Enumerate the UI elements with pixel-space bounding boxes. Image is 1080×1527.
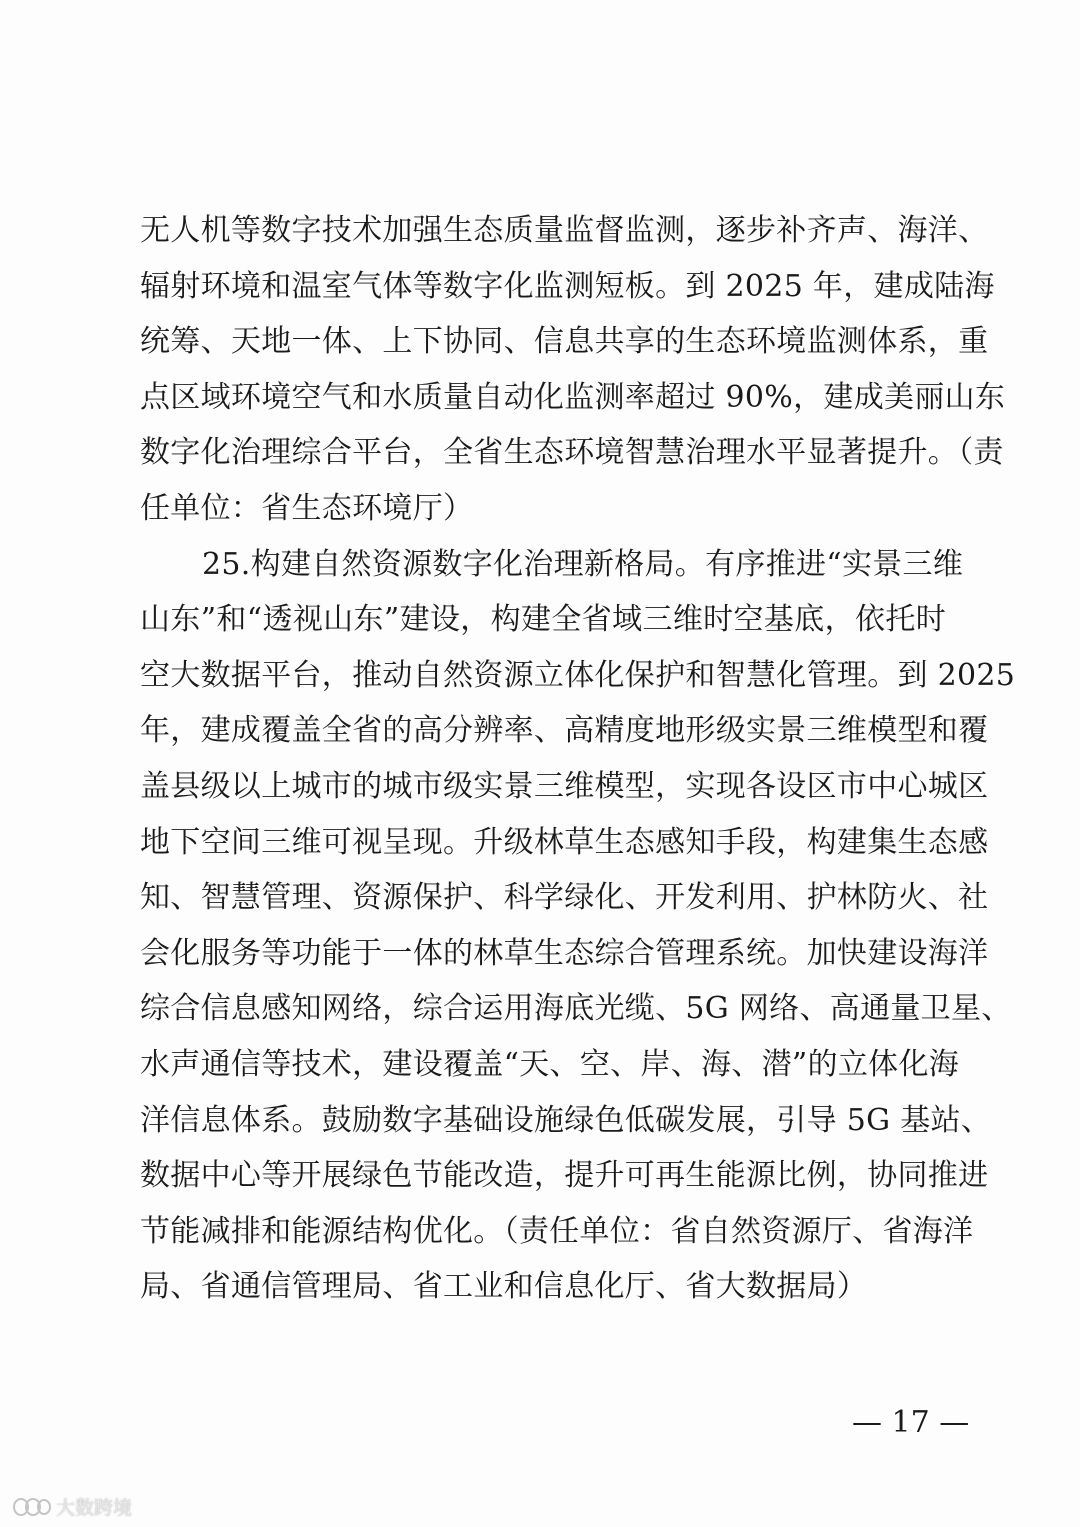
watermark-text: 大数跨境 — [56, 1497, 133, 1519]
text-line: 山东”和“透视山东”建设，构建全省域三维时空基底，依托时 — [140, 602, 946, 638]
text-line: 年，建成覆盖全省的高分辨率、高精度地形级实景三维模型和覆 — [140, 713, 989, 749]
text-line: 辐射环境和温室气体等数字化监测短板。到 2025 年，建成陆海 — [140, 268, 995, 304]
text-line: 统筹、天地一体、上下协同、信息共享的生态环境监测体系，重 — [140, 324, 989, 360]
text-line: 水声通信等技术，建设覆盖“天、空、岸、海、潜”的立体化海 — [140, 1046, 960, 1082]
text-line: 知、智慧管理、资源保护、科学绿化、开发利用、护林防火、社 — [140, 880, 989, 916]
text-line: 盖县级以上城市的城市级实景三维模型，实现各设区市中心城区 — [140, 768, 989, 804]
paragraph-1 — [140, 203, 1006, 537]
text-line: 综合信息感知网络，综合运用海底光缆、5G 网络、高通量卫星、 — [140, 991, 1012, 1027]
text-line: 点区域环境空气和水质量自动化监测率超过 90%，建成美丽山东 — [140, 379, 1006, 415]
brand-logo-icon — [12, 1496, 52, 1518]
text-line: 25.构建自然资源数字化治理新格局。有序推进“实景三维 — [202, 546, 964, 582]
text-line: 任单位：省生态环境厅） — [140, 490, 474, 526]
text-line: 会化服务等功能于一体的林草生态综合管理系统。加快建设海洋 — [140, 935, 989, 971]
text-line: 数据中心等开展绿色节能改造，提升可再生能源比例，协同推进 — [140, 1158, 989, 1194]
text-line: 节能减排和能源结构优化。（责任单位：省自然资源厅、省海洋 — [140, 1213, 974, 1249]
text-line: 数字化治理综合平台，全省生态环境智慧治理水平显著提升。（责 — [140, 435, 1004, 471]
text-line: 无人机等数字技术加强生态质量监督监测，逐步补齐声、海洋、 — [140, 213, 989, 248]
watermark — [12, 1493, 132, 1520]
text-line: 局、省通信管理局、省工业和信息化厅、省大数据局） — [140, 1269, 868, 1305]
text-line: 空大数据平台，推动自然资源立体化保护和智慧化管理。到 2025 — [140, 657, 1016, 693]
text-line: 洋信息体系。鼓励数字基础设施绿色低碳发展，引导 5G 基站、 — [140, 1102, 992, 1138]
document-body — [140, 203, 1016, 1315]
paragraph-2 — [140, 537, 1016, 1315]
page-number: — 17 — — [852, 1405, 970, 1440]
text-line: 地下空间三维可视呈现。升级林草生态感知手段，构建集生态感 — [140, 824, 989, 860]
